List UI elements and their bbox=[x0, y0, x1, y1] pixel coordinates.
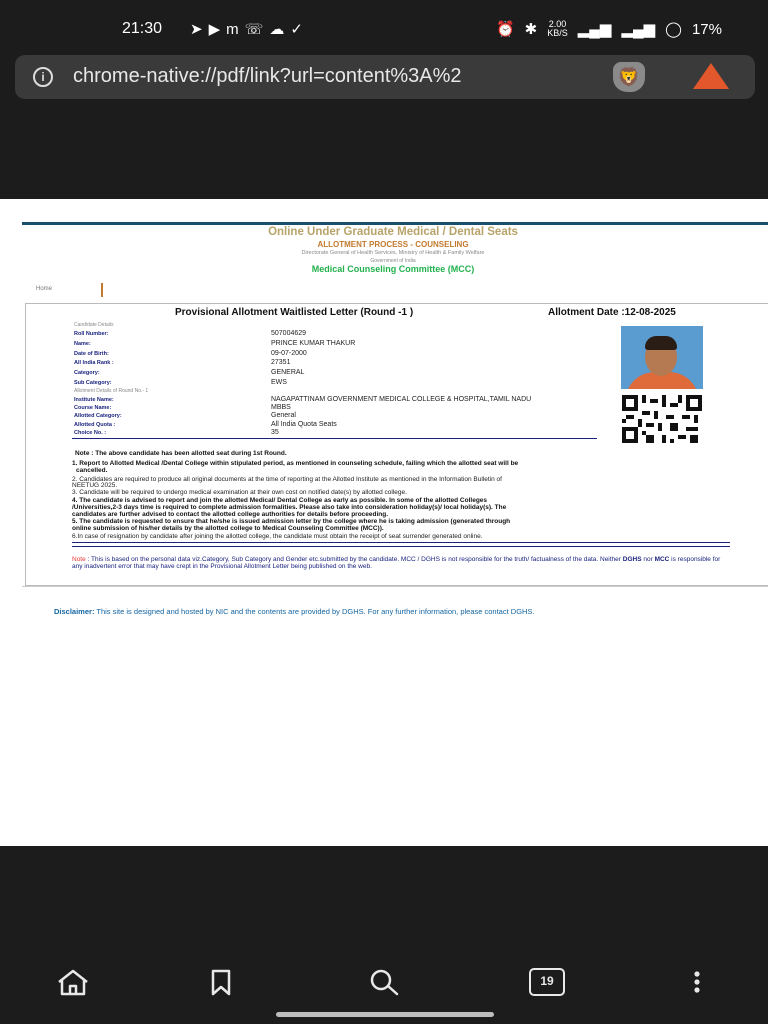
allotment-field-label: Course Name: bbox=[74, 405, 112, 412]
footer-rule bbox=[22, 586, 768, 587]
gesture-bar[interactable] bbox=[276, 1012, 494, 1017]
note-rule-bottom bbox=[72, 546, 730, 547]
details-divider bbox=[72, 438, 597, 439]
candidate-field-value: 27351 bbox=[271, 359, 291, 367]
note-item: candidates are further advised to contact the allotted college authorities for details before proceeding. bbox=[72, 511, 389, 518]
header-committee: Medical Counseling Committee (MCC) bbox=[311, 264, 475, 274]
note-item: cancelled. bbox=[76, 467, 108, 474]
header-subtitle: ALLOTMENT PROCESS - COUNSELING bbox=[317, 240, 469, 249]
candidate-field-value: 507004629 bbox=[271, 330, 307, 337]
status-right bbox=[496, 20, 722, 38]
allotment-field-value: 35 bbox=[271, 428, 279, 436]
note-item: 5. The candidate is requested to ensure that he/she is issued admission letter by the college where he is taking admission (generated through bbox=[72, 518, 511, 525]
status-time: 21:30 bbox=[122, 20, 163, 37]
allotment-field-value: All India Quota Seats bbox=[271, 420, 337, 428]
info-icon[interactable]: i bbox=[33, 67, 53, 87]
candidate-field-value: GENERAL bbox=[271, 369, 305, 377]
note-item: 3. Candidate will be required to undergo medical examination at their own cost on notified date(s) by allotted college. bbox=[72, 489, 407, 496]
allotment-section-label: Allotment Details of Round No.- 1 bbox=[74, 388, 149, 394]
note-item: 1. Report to Allotted Medical /Dental College within stipulated period, as mentioned in counseling schedule, failing which the allotted seat will be bbox=[72, 460, 519, 467]
allotment-field-label: Institute Name: bbox=[74, 397, 114, 403]
responsibility-note: Note : This is based on the personal data viz.Category, Sub Category and Gender etc.submitted by the candidate. MCC / DGHS is not responsible for the truth/ factualness of the data. Neither DGHS nor MCC is responsible for any inadvertent error that may have crept in the Provisional Allotment Letter being published on the web. bbox=[72, 556, 721, 571]
candidate-field-label: Date of Birth: bbox=[74, 350, 109, 357]
candidate-field-value: PRINCE KUMAR THAKUR bbox=[271, 339, 356, 347]
note-prefix: Note bbox=[72, 556, 86, 563]
allotment-field-label: Allotted Quota : bbox=[74, 421, 116, 428]
note-item: 2. Candidates are required to produce all original documents at the time of reporting at the Allotted Institute as mentioned in the Information Bulletin of bbox=[72, 476, 502, 483]
note-title: Note : The above candidate has been allotted seat during 1st Round. bbox=[75, 450, 287, 457]
candidate-field-label: Name: bbox=[74, 340, 91, 347]
header-title: Online Under Graduate Medical / Dental Seats bbox=[268, 226, 518, 238]
youtube-icon: ▶ bbox=[208, 21, 227, 38]
net-speed: 2.00 KB/S bbox=[547, 19, 568, 38]
candidate-field-label: Sub Category: bbox=[74, 380, 112, 386]
allotment-field-label: Allotted Category: bbox=[74, 413, 122, 420]
allotment-date: Allotment Date :12-08-2025 bbox=[548, 307, 676, 318]
note-item: /Universities,2-3 days time is required to complete admission formalities. Please also take into consideration holiday(s)/ local holiday(s). The bbox=[72, 504, 507, 511]
home-link[interactable]: Home bbox=[36, 286, 53, 292]
menu-icon[interactable] bbox=[677, 964, 717, 1000]
note-item: 4. The candidate is advised to report and join the allotted Medical/ Dental College as early as possible. In some of the allotted Colleges bbox=[72, 497, 488, 504]
bottom-toolbar bbox=[0, 946, 768, 1024]
letter-title: Provisional Allotment Waitlisted Letter (Round -1 ) bbox=[175, 307, 414, 318]
telegram-icon: ➤ bbox=[190, 21, 209, 38]
disclaimer-label: Disclaimer: bbox=[54, 607, 95, 616]
bluetooth-icon: ✱ bbox=[524, 21, 538, 38]
header-directorate: Directorate General of Health Services, Ministry of Health & Family Welfare bbox=[301, 250, 485, 256]
candidate-photo bbox=[621, 326, 703, 389]
candidate-section-label: Candidate Details bbox=[74, 322, 114, 328]
alarm-icon: ⏰ bbox=[495, 21, 515, 38]
disclaimer bbox=[54, 607, 535, 616]
allotment-field-value: General bbox=[271, 412, 296, 420]
home-icon[interactable] bbox=[53, 964, 93, 1000]
app-icon: ☁ bbox=[269, 21, 291, 38]
candidate-field-label: Category: bbox=[74, 370, 100, 377]
header-government: Government of India bbox=[370, 258, 416, 264]
qr-code bbox=[622, 395, 702, 443]
disclaimer-text: This site is designed and hosted by NIC and the contents are provided by DGHS. For any further information, please contact DGHS. bbox=[94, 607, 535, 616]
candidate-field-value: 09-07-2000 bbox=[271, 349, 307, 357]
signal-icon: ▂▄▆ bbox=[577, 21, 612, 38]
brave-shield-icon[interactable]: 🦁 bbox=[613, 62, 645, 92]
note-item: NEETUG 2025. bbox=[72, 482, 118, 489]
candidate-field-label: Roll Number: bbox=[74, 331, 109, 337]
candidate-field-label: All India Rank : bbox=[74, 360, 114, 367]
signal2-icon: ▂▄▆ bbox=[621, 21, 656, 38]
pdf-page bbox=[0, 199, 768, 846]
note-item: 6.In case of resignation by candidate after joining the allotted college, the candidate must obtain the receipt of seat surrender generated online. bbox=[72, 533, 483, 540]
tab-switcher-button[interactable]: 19 bbox=[529, 968, 565, 996]
url-text[interactable]: chrome-native://pdf/link?url=content%3A%2 bbox=[73, 65, 462, 87]
notification-icons bbox=[190, 20, 309, 38]
allotment-field-value: NAGAPATTINAM GOVERNMENT MEDICAL COLLEGE & HOSPITAL,TAMIL NADU bbox=[271, 396, 532, 403]
note-item: online submission of his/her details by the allotted college to Medical Counseling Committee (MCC)). bbox=[72, 525, 384, 532]
header-rule bbox=[22, 222, 768, 225]
download-done-icon: ✓ bbox=[290, 21, 309, 38]
battery-icon: ◯ bbox=[665, 21, 682, 38]
brave-rewards-icon[interactable] bbox=[693, 63, 729, 89]
allotment-field-label: Choice No. : bbox=[74, 429, 107, 436]
search-icon[interactable] bbox=[364, 964, 404, 1000]
battery-percent: 17% bbox=[691, 20, 722, 38]
note-rule-top bbox=[72, 542, 730, 543]
allotment-field-value: MBBS bbox=[271, 404, 291, 412]
bookmark-icon[interactable] bbox=[201, 964, 241, 1000]
status-bar bbox=[0, 0, 768, 58]
nav-separator bbox=[101, 283, 103, 297]
candidate-field-value: EWS bbox=[271, 379, 287, 386]
chat-icon: ☏ bbox=[244, 21, 270, 38]
address-bar[interactable] bbox=[15, 55, 755, 99]
gmail-icon: m bbox=[226, 21, 245, 38]
